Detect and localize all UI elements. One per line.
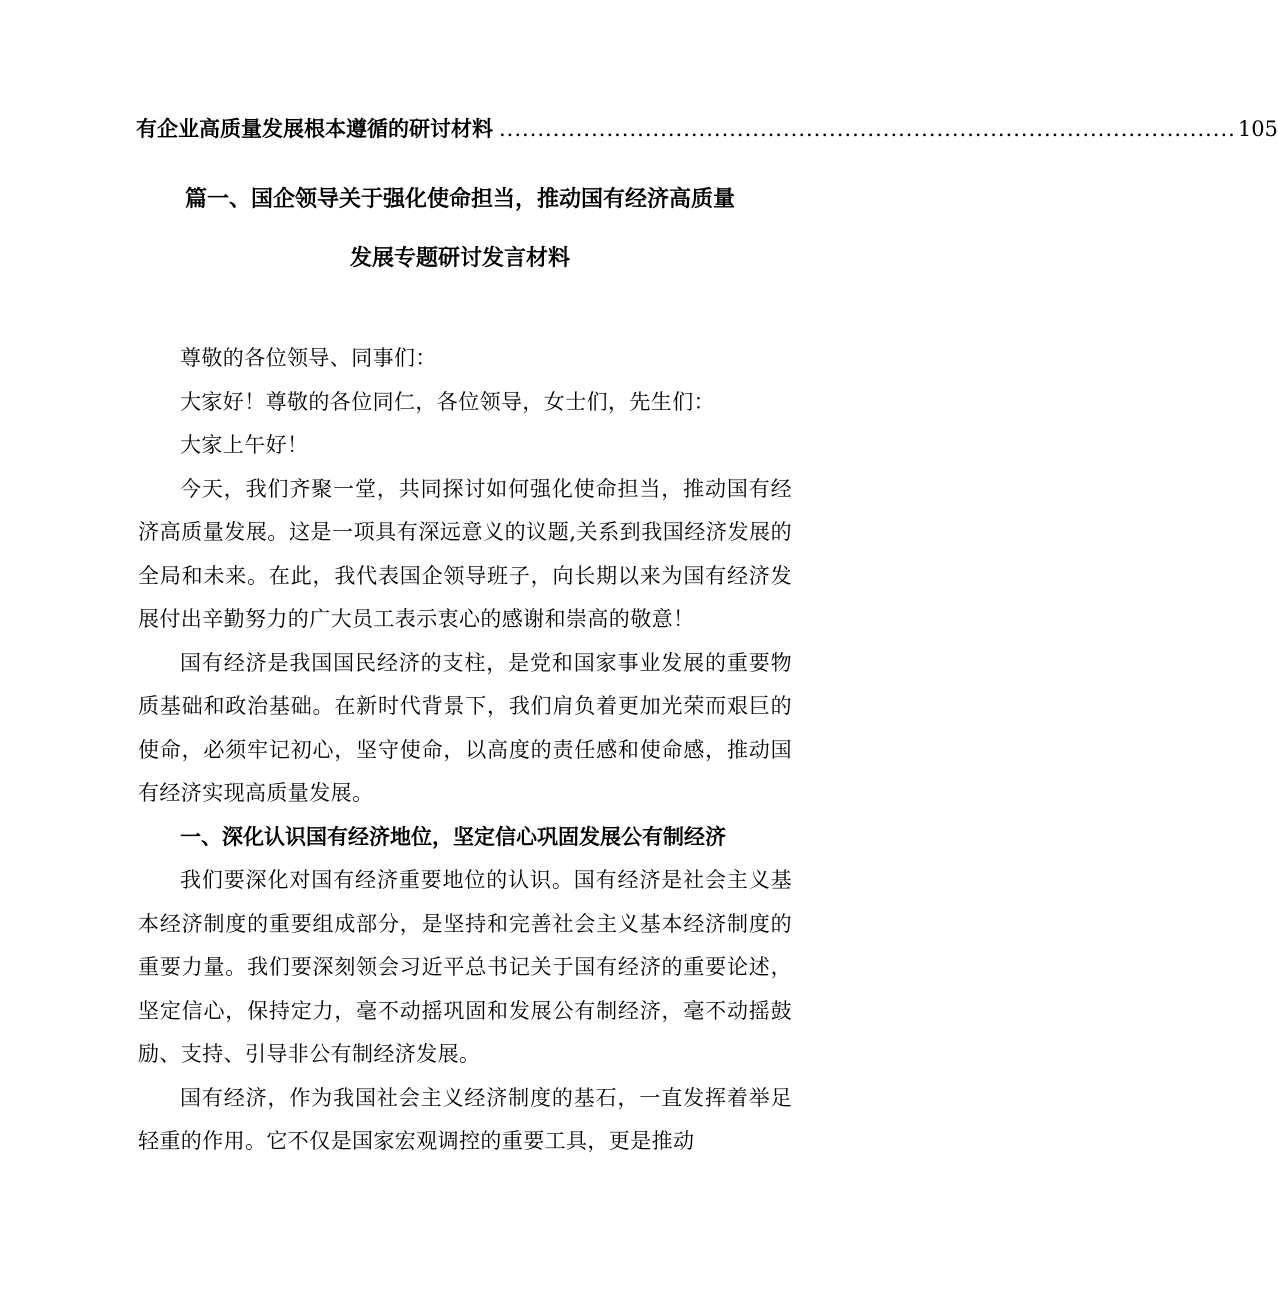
article-body — [138, 337, 792, 1164]
toc-dot-leader: ................................................................................................ — [499, 117, 1236, 141]
greeting-line: 大家好！尊敬的各位同仁，各位领导，女士们，先生们： — [180, 389, 715, 414]
body-paragraph: 今天，我们齐聚一堂，共同探讨如何强化使命担当，推动国有经济高质量发展。这是一项具有深远意义的议题,关系到我国经济发展的全局和未来。在此，我代表国企领导班子，向长期以来为国有经济发展付出辛勤努力的广大员工表示衷心的感谢和崇高的敬意！ — [138, 476, 792, 631]
body-paragraph: 国有经济，作为我国社会主义经济制度的基石，一直发挥着举足轻重的作用。它不仅是国家宏观调控的重要工具，更是推动 — [138, 1085, 792, 1153]
greeting-line: 尊敬的各位领导、同事们： — [180, 346, 437, 370]
toc-entry-title: 有企业高质量发展根本遵循的研讨材料 — [136, 117, 493, 141]
article-title-line-2: 发展专题研讨发言材料 — [349, 246, 570, 271]
toc-entry — [136, 112, 1278, 146]
toc-page-number: 105 — [1237, 117, 1278, 141]
section-heading: 一、深化认识国有经济地位，坚定信心巩固发展公有制经济 — [180, 824, 726, 849]
body-paragraph: 我们要深化对国有经济重要地位的认识。国有经济是社会主义基本经济制度的重要组成部分，是坚持和完善社会主义基本经济制度的重要力量。我们要深刻领会习近平总书记关于国有经济的重要论述，坚定信心，保持定力，毫不动摇巩固和发展公有制经济，毫不动摇鼓励、支持、引导非公有制经济发展。 — [138, 868, 792, 1066]
greeting-line: 大家上午好！ — [180, 433, 309, 457]
body-paragraph: 国有经济是我国国民经济的支柱，是党和国家事业发展的重要物质基础和政治基础。在新时代背景下，我们肩负着更加光荣而艰巨的使命，必须牢记初心，坚守使命，以高度的责任感和使命感，推动国有经济实现高质量发展。 — [138, 650, 792, 805]
article-title-line-1: 篇一、国企领导关于强化使命担当，推动国有经济高质量 — [184, 187, 735, 212]
